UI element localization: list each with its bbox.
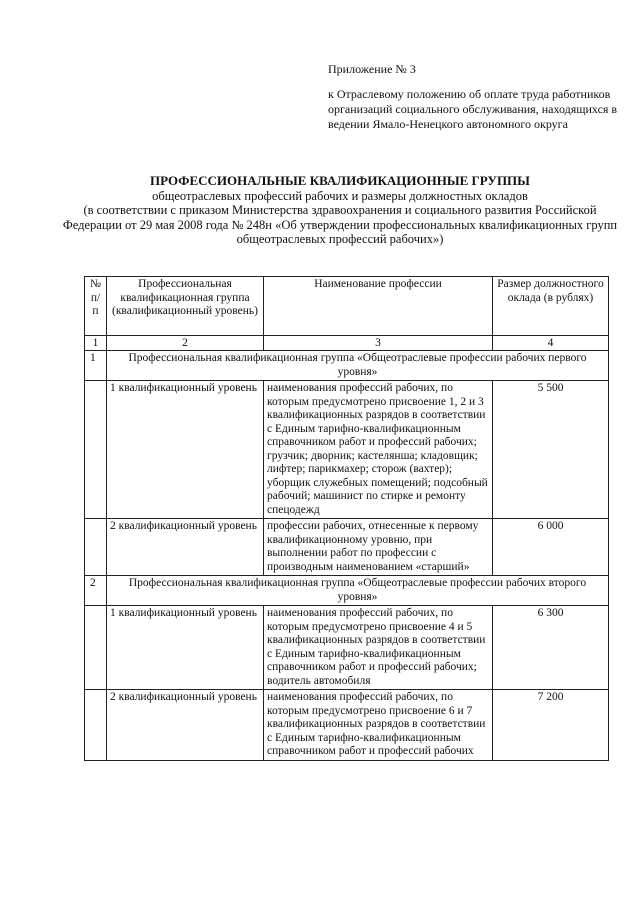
salary-value: 6 000 bbox=[493, 519, 609, 576]
appendix-text: к Отраслевому положению об оплате труда работников организаций социального обслуживания, находящихся в ведении Ямало-Ненецкого автономного округа bbox=[328, 87, 618, 131]
qualification-level: 2 квалификационный уровень bbox=[107, 690, 264, 761]
appendix-note bbox=[328, 62, 628, 132]
column-number: 4 bbox=[493, 336, 609, 351]
group-row bbox=[85, 351, 609, 381]
empty-cell bbox=[85, 381, 107, 519]
table-row bbox=[85, 519, 609, 576]
profession-names: наименования профессий рабочих, по которым предусмотрено присвоение 4 и 5 квалификационных разрядов в соответствии с Единым тарифно-квалификационным справочником работ и профессий рабочих; водитель автомобиля bbox=[264, 606, 493, 690]
salary-value: 7 200 bbox=[493, 690, 609, 761]
header-salary: Размер должностного оклада (в рублях) bbox=[493, 277, 609, 336]
column-number: 3 bbox=[264, 336, 493, 351]
profession-names: наименования профессий рабочих, по которым предусмотрено присвоение 1, 2 и 3 квалификационных разрядов в соответствии с Единым тарифно-квалификационным справочником работ и профессий рабочих; грузчик; дворник; кастелянша; кладовщик; лифтер; парикмахер; сторож (вахтер); уборщик служебных помещений; подсобный рабочий; машинист по стирке и ремонту спецодежд bbox=[264, 381, 493, 519]
profession-names: профессии рабочих, отнесенные к первому квалификационному уровню, при выполнении работ по профессии с производным наименованием «старший» bbox=[264, 519, 493, 576]
header-profession: Наименование профессии bbox=[264, 277, 493, 336]
empty-cell bbox=[85, 519, 107, 576]
qualification-groups-table bbox=[84, 276, 609, 761]
column-number: 2 bbox=[107, 336, 264, 351]
header-group: Профессиональная квалификационная группа (квалификационный уровень) bbox=[107, 277, 264, 336]
group-number: 1 bbox=[85, 351, 107, 381]
column-number: 1 bbox=[85, 336, 107, 351]
qualification-level: 1 квалификационный уровень bbox=[107, 606, 264, 690]
column-number-row bbox=[85, 336, 609, 351]
qualification-level: 2 квалификационный уровень bbox=[107, 519, 264, 576]
profession-names: наименования профессий рабочих, по которым предусмотрено присвоение 6 и 7 квалификационных разрядов в соответствии с Единым тарифно-квалификационным справочником работ и профессий рабочих bbox=[264, 690, 493, 761]
table-row bbox=[85, 381, 609, 519]
salary-value: 6 300 bbox=[493, 606, 609, 690]
empty-cell bbox=[85, 690, 107, 761]
table-row bbox=[85, 606, 609, 690]
salary-value: 5 500 bbox=[493, 381, 609, 519]
table-header-row bbox=[85, 277, 609, 336]
table-row bbox=[85, 690, 609, 761]
qualification-level: 1 квалификационный уровень bbox=[107, 381, 264, 519]
header-number: № п/п bbox=[85, 277, 107, 336]
title-line-2: (в соответствии с приказом Министерства здравоохранения и социального развития Российской Федерации от 29 мая 2008 года № 248н «Об утверждении профессиональных квалификационных групп общеотраслевых профессий рабочих») bbox=[62, 203, 618, 246]
appendix-number: Приложение № 3 bbox=[328, 62, 416, 76]
group-title: Профессиональная квалификационная группа «Общеотраслевые профессии рабочих второго уровня» bbox=[107, 576, 609, 606]
empty-cell bbox=[85, 606, 107, 690]
title-heading: ПРОФЕССИОНАЛЬНЫЕ КВАЛИФИКАЦИОННЫЕ ГРУППЫ bbox=[150, 173, 530, 188]
group-title: Профессиональная квалификационная группа «Общеотраслевые профессии рабочих первого уровня» bbox=[107, 351, 609, 381]
group-row bbox=[85, 576, 609, 606]
title-line-1: общеотраслевых профессий рабочих и размеры должностных окладов bbox=[152, 188, 528, 203]
group-number: 2 bbox=[85, 576, 107, 606]
document-title bbox=[60, 174, 620, 247]
